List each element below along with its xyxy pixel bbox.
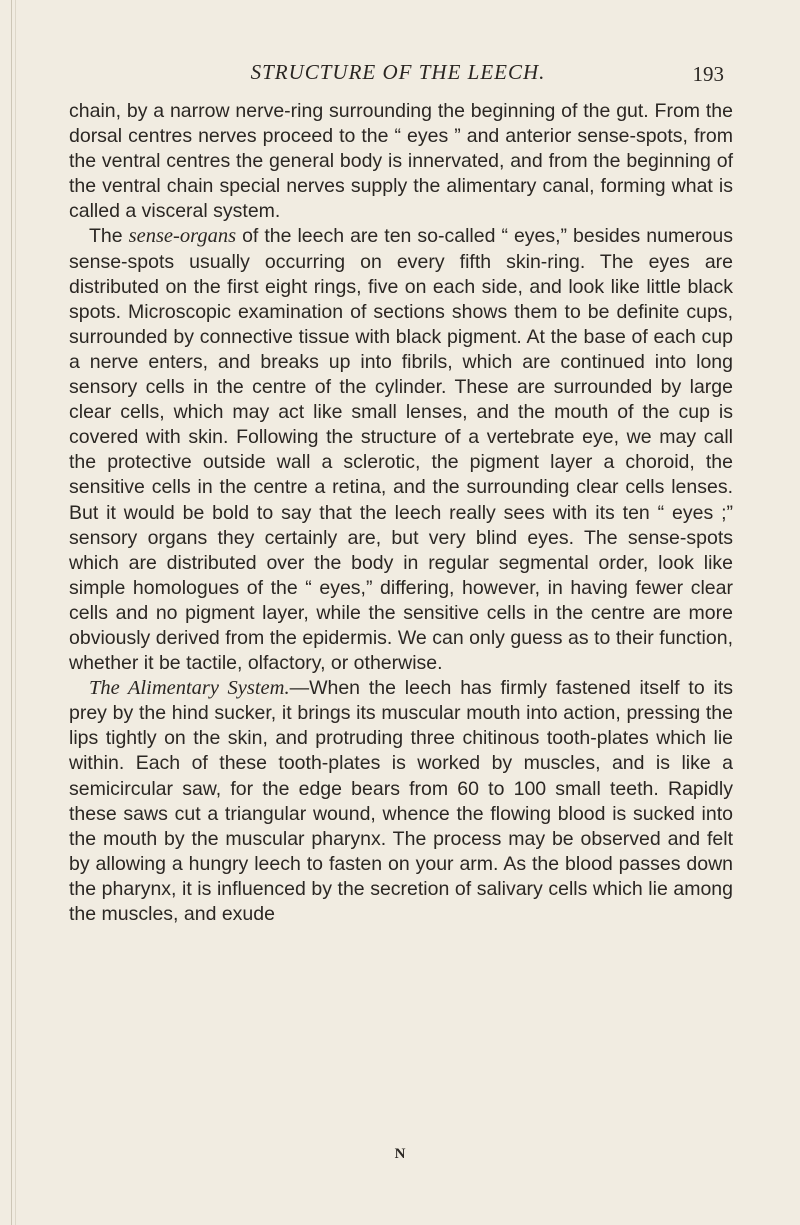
paragraph-nerve-chain <box>69 99 733 224</box>
section-heading-alimentary-system: The Alimentary System. <box>89 677 290 700</box>
gutter-line <box>11 0 12 1225</box>
section-heading-sense-organs: sense-organs <box>128 225 237 248</box>
paragraph-text: chain, by a narrow nerve-ring surrounding the beginning of the gut. From the dorsal centres nerves proceed to the “ eyes ” and anterior sense-spots, from the ventral centres the general body is innervated, and from the beginning of the ventral chain special nerves supply the alimentary canal, forming what is called a visceral system. <box>69 100 733 223</box>
paragraph-text: of the leech are ten so-called “ eyes,” besides numerous sense-spots usually occurring on every fifth skin-ring. The eyes are distributed on the first eight rings, five on each side, and look like little black spots. Microscopic examination of sections shows them to be definite cups, surrounded by connective tissue with black pigment. At the base of each cup a nerve enters, and breaks up into fibrils, which are continued into long sensory cells in the centre of the cylinder. These are surrounded by large clear cells, which may act like small lenses, and the mouth of the cup is covered with skin. Following the structure of a vertebrate eye, we may call the protective outside wall a sclerotic, the pigment layer a choroid, the sensitive cells in the centre a retina, and the surrounding clear cells lenses. But it would be bold to say that the leech really sees with its ten “ eyes ;” sensory organs they certainly are, but very blind eyes. The sense-spots which are distributed over the body in regular segmental order, look like simple homologues of the “ eyes,” differing, however, in having fewer clear cells and no pigment layer, while the sensitive cells in the centre are more obviously derived from the epidermis. We can only guess as to their function, whether it be tactile, olfactory, or otherwise. <box>69 225 733 675</box>
paragraph-alimentary-system <box>69 676 733 927</box>
body-text <box>69 99 733 927</box>
gutter-line-inner <box>15 0 16 1225</box>
signature-mark: N <box>394 1146 406 1162</box>
page-number: 193 <box>692 62 724 86</box>
paragraph-text: —When the leech has firmly fastened itself to its prey by the hind sucker, it brings its muscular mouth into action, pressing the lips tightly on the skin, and protruding three chitinous tooth-plates which lie within. Each of these tooth-plates is worked by muscles, and is like a semicircular saw, for the edge bears from 60 to 100 small teeth. Rapidly these saws cut a triangular wound, whence the flowing blood is sucked into the mouth by the muscular pharynx. The process may be observed and felt by allowing a hungry leech to fasten on your arm. As the blood passes down the pharynx, it is influenced by the secretion of salivary cells which lie among the muscles, and exude <box>69 677 733 925</box>
paragraph-lead: The <box>89 225 123 248</box>
paragraph-sense-organs <box>69 224 733 676</box>
running-head <box>72 60 724 90</box>
running-title: STRUCTURE OF THE LEECH. <box>250 60 546 84</box>
